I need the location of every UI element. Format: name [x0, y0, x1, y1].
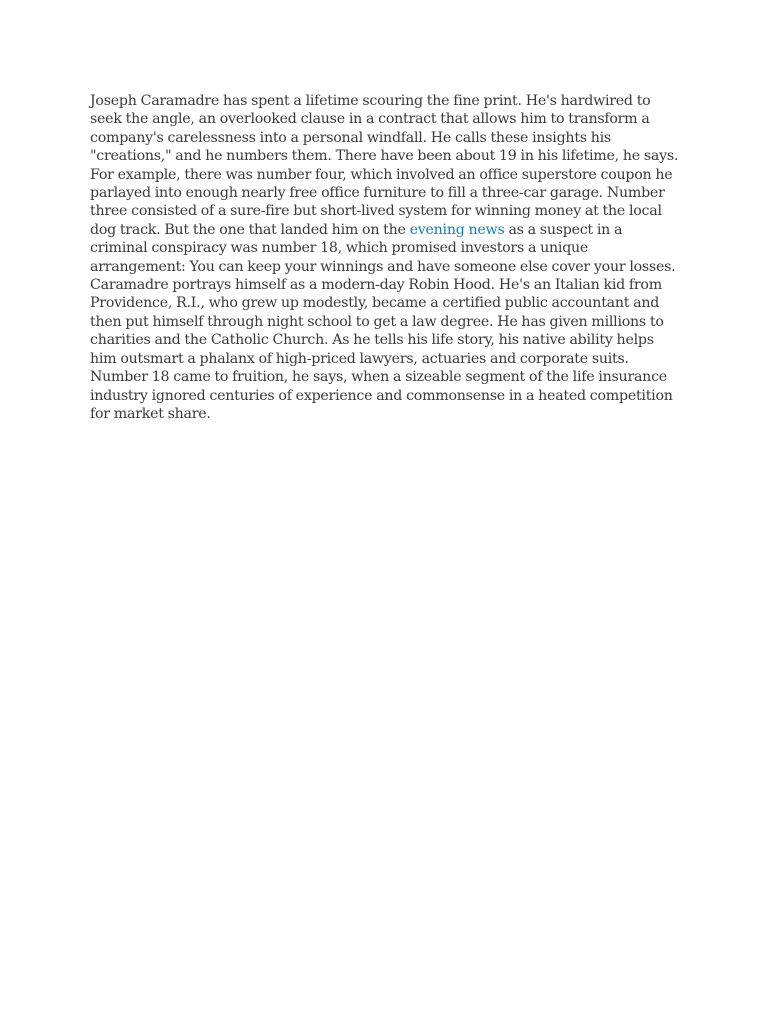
article-paragraph	[90, 92, 680, 423]
evening-news-link[interactable]: evening news	[409, 221, 505, 238]
article-text-after-link: as a suspect in a criminal conspiracy was number 18, which promised investors a unique arrangement: You can keep your winnings and have someone else cover your losses. Caramadre portrays himself as a modern-day Robin Hood. He's an Italian kid from Providence, R.I., who grew up modestly, became a certified public accountant and then put himself through night school to get a law degree. He has given millions to charities and the Catholic Church. As he tells his life story, his native ability helps him outsmart a phalanx of high-priced lawyers, actuaries and corporate suits. Number 18 came to fruition, he says, when a sizeable segment of the life insurance industry ignored centuries of experience and commonsense in a heated competition for market share.	[90, 221, 676, 422]
article-text-before-link: Joseph Caramadre has spent a lifetime scouring the fine print. He's hardwired to seek the angle, an overlooked clause in a contract that allows him to transform a company's carelessness into a personal windfall. He calls these insights his "creations," and he numbers them. There have been about 19 in his lifetime, he says. For example, there was number four, which involved an office superstore coupon he parlayed into enough nearly free office furniture to fill a three-car garage. Number three consisted of a sure-fire but short-lived system for winning money at the local dog track. But the one that landed him on the	[90, 93, 679, 238]
